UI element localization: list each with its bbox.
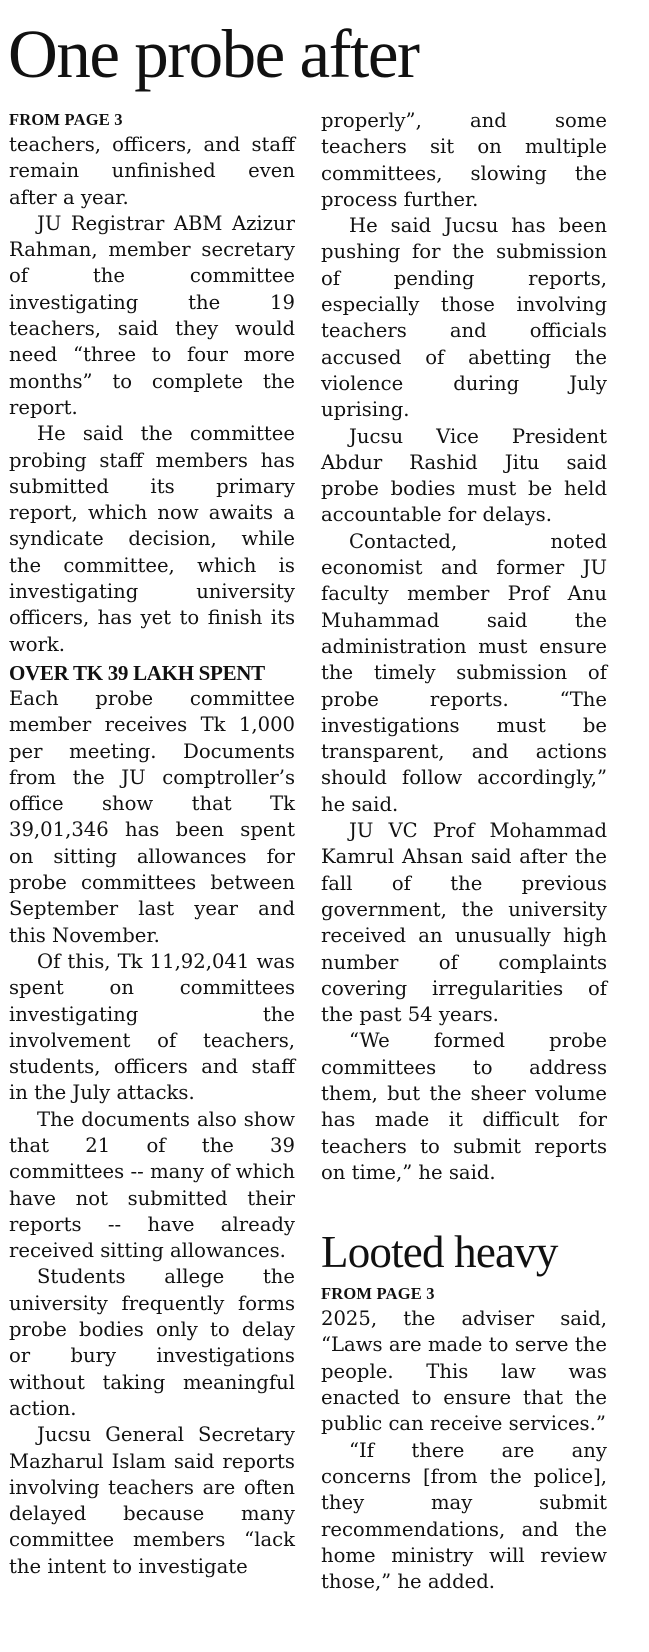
paragraph: properly”, and some teachers sit on multiple committees, slowing the process further. [321,109,607,211]
paragraph: Jucsu General Secretary Mazharul Islam said reports involving teachers are often delayed because many committee members “lack the intent to investigate [9,1423,295,1578]
paragraph: Students allege the university frequently forms probe bodies only to delay or bury investigations without taking meaningful action. [9,1265,295,1420]
paragraph: He said Jucsu has been pushing for the submission of pending reports, especially those involving teachers and officials accused of abetting the violence during July uprising. [321,214,607,422]
jump-line: FROM PAGE 3 [321,1284,435,1304]
jump-line: FROM PAGE 3 [9,110,123,129]
paragraph: “If there are any concerns [from the police], they may submit recommendations, and the home ministry will review those,” he added. [321,1438,607,1594]
paragraph: “We formed probe committees to address them, but the sheer volume has made it difficult for teachers to submit reports on time,” he said. [321,1029,607,1184]
left-column [9,108,295,1580]
paragraph: The documents also show that 21 of the 39 committees -- many of which have not submitted their reports -- have already received sitting allowances. [9,1107,295,1263]
paragraph: 2025, the adviser said, “Laws are made to serve the people. This law was enacted to ensure that the public can receive services.” [321,1307,607,1436]
paragraph: He said the committee probing staff members has submitted its primary report, which now awaits a syndicate decision, while the committee, which is investigating university officers, has yet to finish its work. [9,422,295,656]
right-column [321,108,607,1595]
paragraph: Contacted, noted economist and former JU faculty member Prof Anu Muhammad said the administration must ensure the timely submission of probe reports. “The investigations must be transparent, and actions should follow accordingly,” he said. [321,529,607,816]
second-story-headline: Looted heavy [321,1227,558,1278]
paragraph: Jucsu Vice President Abdur Rashid Jitu said probe bodies must be held accountable for delays. [321,424,607,527]
paragraph: Each probe committee member receives Tk 1,000 per meeting. Documents from the JU comptroller’s office show that Tk 39,01,346 has been spent on sitting allowances for probe committees between September last year and this November. [9,686,295,947]
paragraph: JU Registrar ABM Azizur Rahman, member secretary of the committee investigating the 19 teachers, said they would need “three to four more months” to complete the report. [9,211,295,419]
paragraph: Of this, Tk 11,92,041 was spent on committees investigating the involvement of teachers, students, officers and staff in the July attacks. [9,949,295,1105]
paragraph: JU VC Prof Mohammad Kamrul Ahsan said after the fall of the previous government, the university received an unusually high number of complaints covering irregularities of the past 54 years. [321,819,607,1027]
story-headline: One probe after [8,16,419,92]
paragraph: teachers, officers, and staff remain unfinished even after a year. [9,133,295,209]
section-subhead: OVER TK 39 LAKH SPENT [9,660,265,685]
